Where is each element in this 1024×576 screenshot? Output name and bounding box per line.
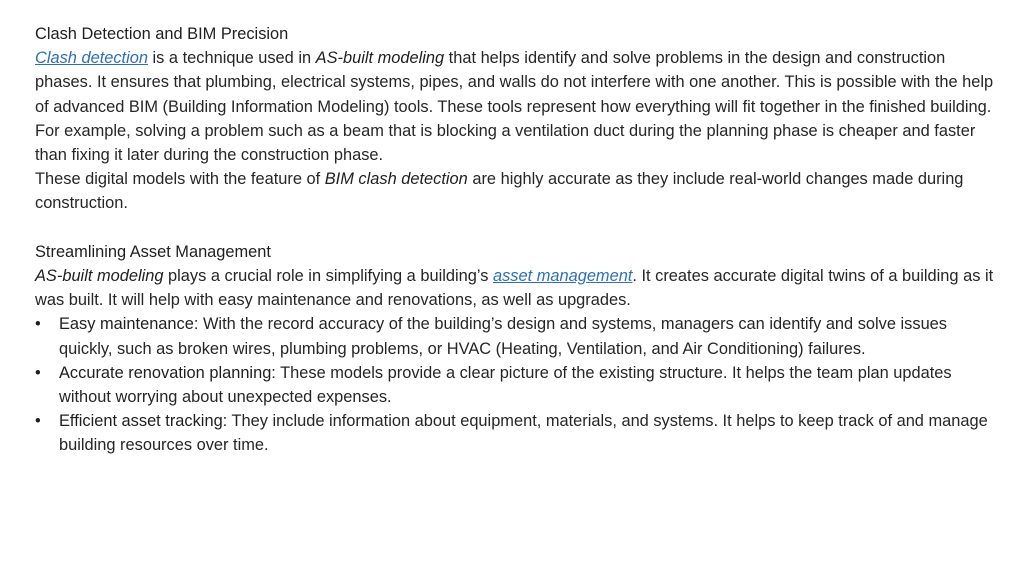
text-span: plays a crucial role in simplifying a building’s [163,267,493,286]
bim-models-paragraph [35,167,994,215]
section-title-asset-management: Streamlining Asset Management [35,242,271,261]
bullet-text: They include information about equipment, materials, and systems. It helps to keep track of and manage building resources over time. [59,412,988,455]
list-item-asset-tracking [35,409,994,457]
spacer [35,216,994,240]
as-built-modeling-emphasis: AS-built modeling [315,49,445,68]
text-span: is a technique used in [147,49,316,68]
bullet-icon: • [35,412,41,431]
list-item-easy-maintenance [35,312,994,360]
text-span: . It creates accurate digital twins of a building as it was built. It will help with easy maintenance and renovations, as well as upgrades. [35,267,994,310]
bullet-term: Accurate renovation planning: [59,363,276,382]
asset-management-paragraph [35,264,994,312]
asset-management-link[interactable]: asset management [492,267,633,286]
example-paragraph: For example, solving a problem such as a beam that is blocking a ventilation duct during the planning phase is cheaper and faster than fixing it later during the construction phase. [35,121,976,165]
section-title-clash-detection: Clash Detection and BIM Precision [35,25,289,43]
text-span: that helps identify and solve problems in the design and construction phases. It ensures that plumbing, electrical systems, pipes, and walls do not interfere with one another. This is possible with the help of advanced BIM (Building Information Modeling) tools. These tools represent how everything will fit together in the finished building. [35,49,994,116]
bullet-text: These models provide a clear picture of the existing structure. It helps the team plan updates without worrying about unexpected expenses. [59,363,952,407]
bullet-term: Efficient asset tracking: [59,412,228,431]
clash-detection-paragraph [35,46,994,119]
bullet-icon: • [35,363,41,382]
bullet-icon: • [35,315,41,334]
bullet-text: With the record accuracy of the building’s design and systems, managers can identify and solve issues quickly, such as broken wires, plumbing problems, or HVAC (Heating, Ventilation, and Air Conditioning) failures. [59,315,947,358]
text-span: are highly accurate as they include real-world changes made during construction. [35,170,964,213]
text-span: These digital models with the feature of [35,170,325,189]
bullet-term: Easy maintenance: [59,315,199,334]
as-built-modeling-emphasis: AS-built modeling [35,267,164,286]
benefits-list [35,312,994,457]
bim-clash-detection-emphasis: BIM clash detection [324,170,468,189]
list-item-renovation-planning [35,361,994,409]
clash-detection-link[interactable]: Clash detection [35,49,148,68]
